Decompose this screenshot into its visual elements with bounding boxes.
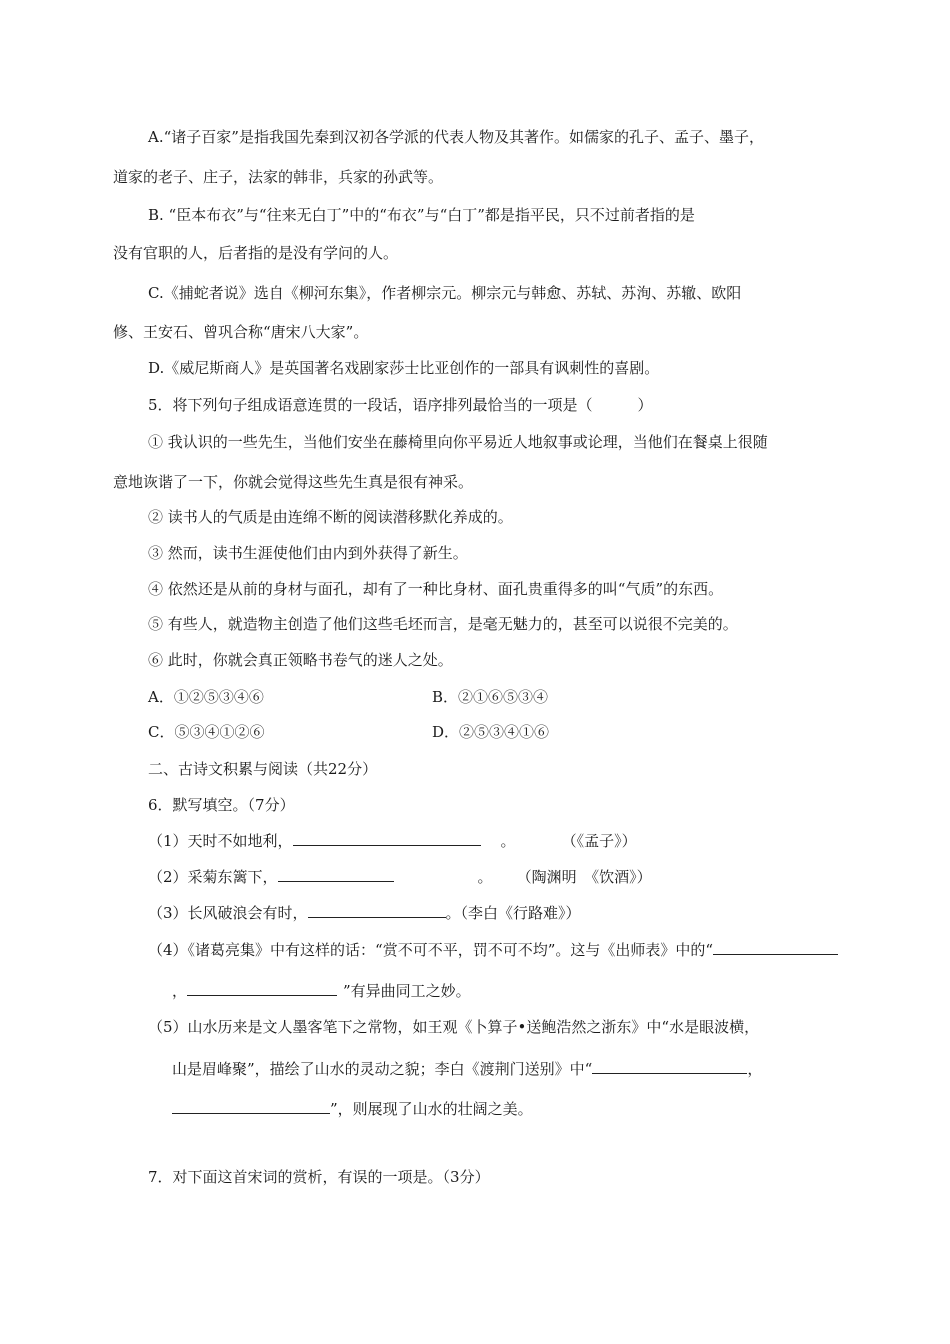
q5-option-b: B．②①⑥⑤③④	[432, 688, 549, 706]
q6-item-5-suffix: ”，则展现了山水的壮阔之美。	[330, 1100, 533, 1118]
answer-blank[interactable]	[172, 1099, 330, 1114]
q6-item-2-period: 。	[477, 868, 493, 886]
q5-option-c: C．⑤③④①②⑥	[148, 723, 265, 741]
q5-sentence-1-line1: ① 我认识的一些先生，当他们安坐在藤椅里向你平易近人地叙事或论理，当他们在餐桌上很随	[148, 433, 768, 451]
answer-blank[interactable]	[293, 831, 481, 846]
q6-item-3	[148, 903, 581, 923]
q5-stem: 5．将下列句子组成语意连贯的一段话，语序排列最恰当的一项是（ ）	[148, 396, 653, 414]
q5-sentence-3: ③ 然而，读书生涯使他们由内到外获得了新生。	[148, 544, 468, 562]
q4-option-a-line1: A.“诸子百家”是指我国先秦到汉初各学派的代表人物及其著作。如儒家的孔子、孟子、墨子，	[148, 128, 764, 146]
q6-item-3-suffix: 。（李白《行路难》）	[445, 904, 581, 922]
q5-sentence-1-line2: 意地诙谐了一下，你就会觉得这些先生真是很有神采。	[113, 473, 474, 491]
q6-item-5-line2	[172, 1059, 762, 1079]
answer-blank[interactable]	[187, 981, 337, 996]
section-heading: 二、古诗文积累与阅读（共22分）	[148, 760, 378, 778]
q5-sentence-6: ⑥ 此时，你就会真正领略书卷气的迷人之处。	[148, 651, 453, 669]
q6-item-1-period: 。	[500, 832, 516, 850]
q6-item-1-prompt: （1）天时不如地利，	[148, 832, 293, 850]
answer-blank[interactable]	[278, 867, 394, 882]
q6-item-4-prompt: （4）《诸葛亮集》中有这样的话：“赏不可不平，罚不可不均”。这与《出师表》中的“	[148, 941, 714, 959]
q6-item-5-comma: ，	[747, 1060, 763, 1078]
q6-item-2-source: （陶渊明 《饮酒》）	[516, 868, 652, 886]
q6-item-5-line3	[172, 1099, 533, 1119]
q5-sentence-4: ④ 依然还是从前的身材与面孔，却有了一种比身材、面孔贵重得多的叫“气质”的东西。	[148, 580, 724, 598]
q6-item-3-prompt: （3）长风破浪会有时，	[148, 904, 308, 922]
answer-blank[interactable]	[592, 1059, 747, 1074]
q6-item-2-prompt: （2）采菊东篱下，	[148, 868, 278, 886]
q4-option-d-line1: D.《威尼斯商人》是英国著名戏剧家莎士比亚创作的一部具有讽刺性的喜剧。	[148, 359, 660, 377]
q4-option-b-line2: 没有官职的人，后者指的是没有学问的人。	[113, 244, 399, 262]
q6-stem: 6．默写填空。（7分）	[148, 796, 295, 814]
q6-item-1-source: （《孟子》）	[561, 832, 637, 850]
q6-item-5-prompt: 山是眉峰聚”，描绘了山水的灵动之貌；李白《渡荆门送别》中“	[172, 1060, 593, 1078]
q5-option-d: D．②⑤③④①⑥	[432, 723, 550, 741]
q6-item-5-line1: （5）山水历来是文人墨客笔下之常物，如王观《卜算子•送鲍浩然之浙东》中“水是眼波横，	[148, 1018, 760, 1036]
q6-item-4-suffix: ”有异曲同工之妙。	[343, 982, 471, 1000]
q7-stem: 7．对下面这首宋词的赏析，有误的一项是。（3分）	[148, 1168, 490, 1186]
q4-option-c-line1: C.《捕蛇者说》选自《柳河东集》，作者柳宗元。柳宗元与韩愈、苏轼、苏洵、苏辙、欧阳	[148, 284, 742, 302]
q6-item-1	[148, 831, 637, 851]
q6-item-4-comma: ，	[172, 982, 188, 1000]
answer-blank[interactable]	[713, 940, 838, 955]
q6-item-4-line2	[172, 981, 471, 1001]
q4-option-c-line2: 修、王安石、曾巩合称“唐宋八大家”。	[113, 323, 369, 341]
answer-blank[interactable]	[308, 903, 446, 918]
q5-option-a: A．①②⑤③④⑥	[148, 688, 264, 706]
q5-sentence-5: ⑤ 有些人，就造物主创造了他们这些毛坯而言，是毫无魅力的，甚至可以说很不完美的。	[148, 615, 738, 633]
q4-option-b-line1: B. “臣本布衣”与“往来无白丁”中的“布衣”与“白丁”都是指平民，只不过前者指的是	[148, 206, 695, 224]
q4-option-a-line2: 道家的老子、庄子，法家的韩非，兵家的孙武等。	[113, 168, 444, 186]
q6-item-2	[148, 867, 652, 887]
q6-item-4-line1	[148, 940, 838, 960]
q5-sentence-2: ② 读书人的气质是由连绵不断的阅读潜移默化养成的。	[148, 508, 513, 526]
